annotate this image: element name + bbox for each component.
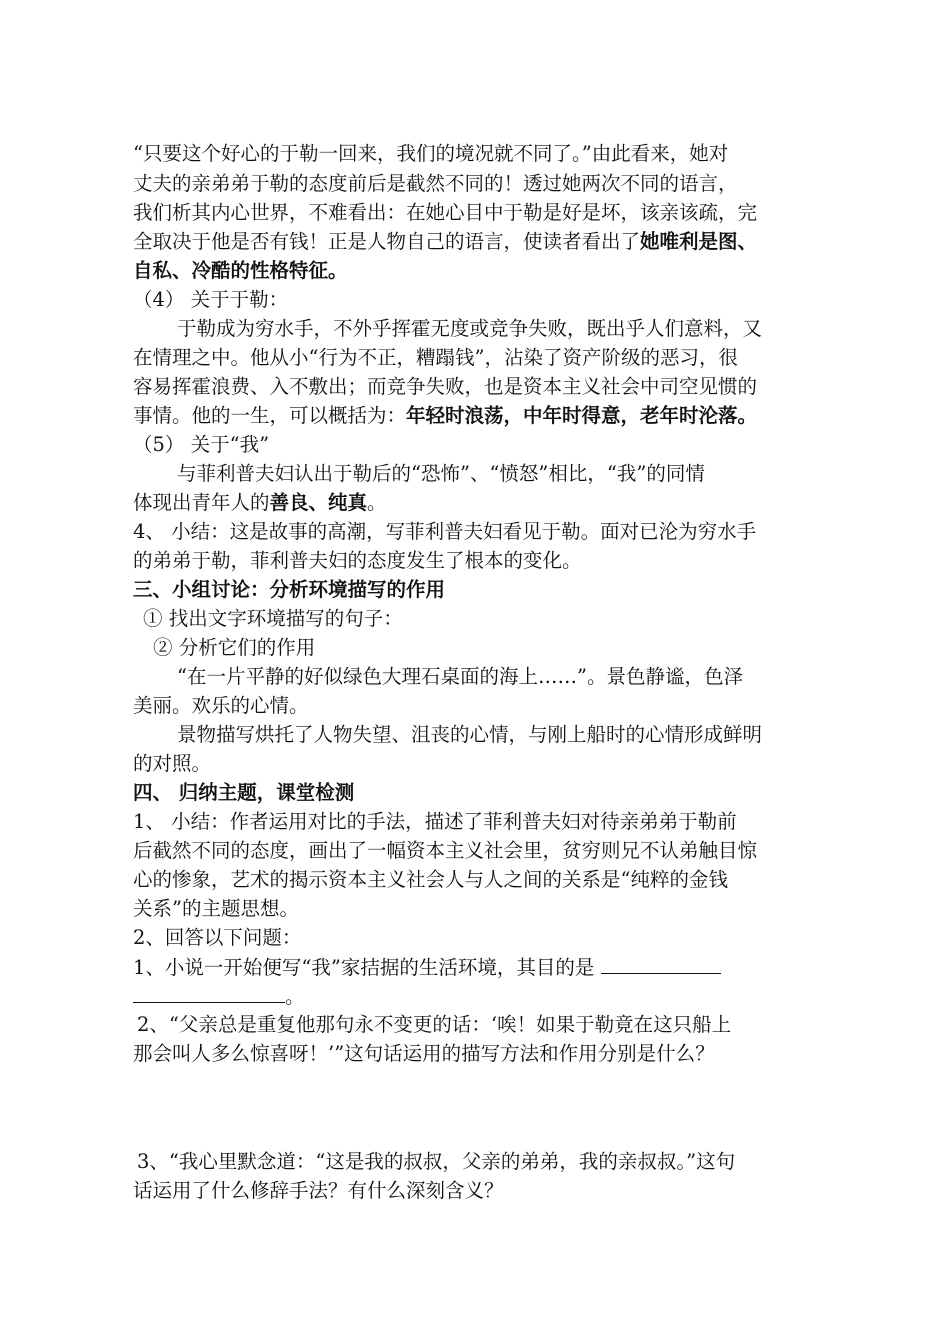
question-line: 2、“父亲总是重复他那句永不变更的话：‘唉！如果于勒竟在这只船上	[137, 1013, 732, 1036]
list-item: ① 找出文字环境描写的句子：	[143, 607, 403, 630]
paragraph-line: 的对照。	[133, 752, 212, 775]
answer-blank[interactable]	[601, 953, 721, 974]
question-text: 。	[285, 985, 305, 1008]
question-line	[133, 953, 833, 982]
paragraph-line	[133, 402, 833, 430]
list-item: ② 分析它们的作用	[153, 636, 316, 659]
paragraph-line: 与菲利普夫妇认出于勒后的“恐怖”、“愤怒”相比，“我”的同情	[177, 462, 705, 485]
paragraph-line: 于勒成为穷水手，不外乎挥霍无度或竞争失败，既出乎人们意料，又	[177, 317, 763, 340]
paragraph-line: 关系”的主题思想。	[133, 897, 299, 920]
paragraph-line: 心的惨象，艺术的揭示资本主义社会人与人之间的关系是“纯粹的金钱	[133, 868, 728, 891]
paragraph-line: 的弟弟于勒，菲利普夫妇的态度发生了根本的变化。	[133, 549, 582, 572]
paragraph-line: 我们析其内心世界，不难看出：在她心目中于勒是好是坏，该亲该疏，完	[133, 201, 758, 224]
emphasis-text: 善良、纯真	[269, 491, 368, 514]
question-line: 3、“我心里默念道：“这是我的叔叔，父亲的弟弟，我的亲叔叔。”这句	[137, 1150, 736, 1173]
paragraph-line: 丈夫的亲弟弟于勒的态度前后是截然不同的！透过她两次不同的语言，	[133, 172, 738, 195]
paragraph-text: 。	[367, 491, 387, 514]
item-heading: （5） 关于“我”	[133, 433, 270, 456]
paragraph-text: 体现出青年人的	[133, 491, 270, 514]
question-text: 1、小说一开始便写“我”家拮据的生活环境，其目的是	[133, 956, 601, 979]
question-heading: 2、回答以下问题：	[133, 926, 302, 949]
answer-blank[interactable]	[133, 982, 285, 1003]
paragraph-line: 1、 小结：作者运用对比的手法，描述了菲利普夫妇对待亲弟弟于勒前	[133, 810, 737, 833]
emphasis-line: 自私、冷酷的性格特征。	[133, 259, 348, 282]
paragraph-line	[133, 228, 833, 256]
paragraph-line: 4、 小结：这是故事的高潮，写菲利普夫妇看见于勒。面对已沦为穷水手	[133, 520, 757, 543]
paragraph-line: 美丽。欢乐的心情。	[133, 694, 309, 717]
question-line	[133, 982, 833, 1011]
emphasis-text: 她唯利是图、	[640, 230, 758, 253]
question-line: 话运用了什么修辞手法？有什么深刻含义？	[133, 1179, 504, 1202]
paragraph-line	[133, 489, 833, 517]
paragraph-line: 后截然不同的态度，画出了一幅资本主义社会里，贫穷则兄不认弟触目惊	[133, 839, 758, 862]
emphasis-text: 年轻时浪荡，中年时得意，老年时沦落。	[406, 404, 758, 427]
paragraph-text: 全取决于他是否有钱！正是人物自己的语言，使读者看出了	[133, 230, 641, 253]
question-line: 那会叫人多么惊喜呀！’”这句话运用的描写方法和作用分别是什么？	[133, 1042, 715, 1065]
section-heading: 三、小组讨论：分析环境描写的作用	[133, 578, 446, 601]
paragraph-line: 景物描写烘托了人物失望、沮丧的心情，与刚上船时的心情形成鲜明	[177, 723, 763, 746]
paragraph-line: “在一片平静的好似绿色大理石桌面的海上……”。景色静谧，色泽	[177, 665, 743, 688]
paragraph-text: 事情。他的一生，可以概括为：	[133, 404, 407, 427]
paragraph-line: 在情理之中。他从小“行为不正，糟蹋钱”，沾染了资产阶级的恶习，很	[133, 346, 738, 369]
item-heading: （4） 关于于勒：	[133, 288, 289, 311]
section-heading: 四、 归纳主题，课堂检测	[133, 781, 355, 804]
paragraph-line: “只要这个好心的于勒一回来，我们的境况就不同了。”由此看来，她对	[133, 142, 729, 165]
paragraph-line: 容易挥霍浪费、入不敷出；而竞争失败，也是资本主义社会中司空见惯的	[133, 375, 758, 398]
